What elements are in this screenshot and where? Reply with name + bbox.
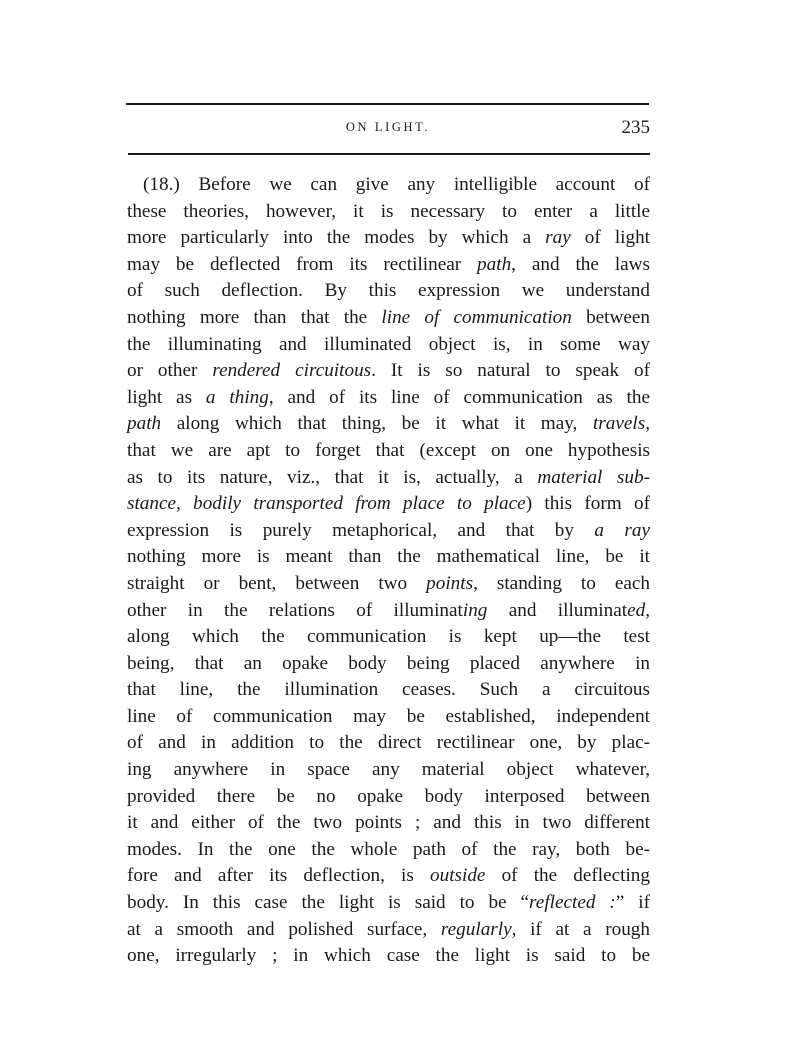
italic-text: rendered circuitous [212,360,372,382]
text-segment: of such deflection. By this expression we understand [127,280,650,302]
text-segment: may be deflected from its rectilinear [127,253,478,275]
text-segment: other in the relations of illuminat [127,599,463,621]
text-line [127,917,650,944]
text-segment: as to its nature, viz., that it is, actually, a [127,466,538,488]
text-line [127,491,650,518]
text-segment: body. In this case the light is said to be “ [127,892,530,914]
text-segment: expression is purely metaphorical, and that by [127,519,595,541]
italic-text: stance, bodily transported from place to place [127,493,526,515]
text-segment: one, irregularly ; in which case the light is said to be [127,945,650,967]
text-line [127,943,650,970]
text-line [127,544,650,571]
italic-text: path [477,253,512,275]
text-line [127,465,650,492]
italic-text: material sub- [537,466,650,488]
header-bottom-rule [128,153,650,155]
italic-text: outside [430,865,486,887]
text-segment: being, that an opake body being placed anywhere in [127,652,650,674]
text-line [127,624,650,651]
italic-text: path [127,413,162,435]
italic-text: travels [592,413,646,435]
text-segment: nothing more is meant than the mathematical line, be it [127,546,650,568]
text-segment: modes. In the one the whole path of the ray, both be- [127,838,650,860]
text-line [127,651,650,678]
text-line [127,837,650,864]
text-segment: of and in addition to the direct rectilinear one, by plac- [127,732,650,754]
text-segment: the illuminating and illuminated object is, in some way [127,333,650,355]
text-line [127,332,650,359]
text-segment: nothing more than that the [127,306,382,328]
text-segment: of the deflecting [485,865,650,887]
text-segment: (18.) Before we can give any intelligible account of [143,174,650,195]
text-segment: line of communication may be established, independent [127,705,650,727]
text-segment: . It is so natural to speak of [371,360,651,382]
text-segment: that we are apt to forget that (except on one hypothesis [127,439,650,461]
text-segment: at a smooth and polished surface, [127,918,441,940]
text-line [127,704,650,731]
text-segment: it and either of the two points ; and this in two different [127,812,650,834]
text-segment: fore and after its deflection, is [127,865,430,887]
italic-text: points [426,572,474,594]
italic-text: line of communication [381,306,572,328]
text-line [127,571,650,598]
text-line [127,863,650,890]
text-line [127,225,650,252]
text-line [127,172,650,199]
body-paragraph [127,172,650,970]
text-line [127,252,650,279]
text-line [127,385,650,412]
text-segment: or other [127,360,213,382]
text-segment: of light [570,227,650,249]
italic-text: ray [545,227,571,249]
page-number: 235 [621,117,650,138]
italic-text: a ray [594,519,650,541]
text-line [127,358,650,385]
text-segment: that line, the illumination ceases. Such a circuitous [127,679,650,701]
text-segment: ing anywhere in space any material object whatever, [127,759,650,781]
header-top-rule [126,103,649,105]
text-segment: provided there be no opake body interposed between [127,785,650,807]
text-line [127,305,650,332]
text-segment: more particularly into the modes by which a [127,227,546,249]
text-line [127,784,650,811]
running-head [126,117,650,141]
text-line [127,518,650,545]
text-line [127,810,650,837]
text-segment: , standing to each [473,572,651,594]
text-segment: and illuminat [487,599,628,621]
text-line [127,757,650,784]
italic-text: ing [462,599,488,621]
text-segment: , if at a rough [511,918,650,940]
text-segment: between [571,306,650,328]
text-line [127,598,650,625]
text-segment: ) this form of [525,493,650,515]
italic-text: a thing [205,386,269,408]
text-segment: ” if [615,892,650,914]
italic-text: regularly [440,918,512,940]
text-segment: , [645,413,650,435]
text-segment: , [645,599,650,621]
italic-text: reflected : [529,892,616,914]
text-line [127,730,650,757]
text-line [127,890,650,917]
text-line [127,411,650,438]
text-line [127,278,650,305]
text-segment: , and the laws [511,253,650,275]
text-line [127,438,650,465]
text-segment: along which the communication is kept up—the test [127,626,650,648]
running-title: ON LIGHT. [345,120,431,134]
text-segment: straight or bent, between two [127,572,427,594]
text-line [127,199,650,226]
text-segment: these theories, however, it is necessary to enter a little [127,200,650,222]
text-segment: , and of its line of communication as the [268,386,650,408]
text-segment: along which that thing, be it what it may, [161,413,593,435]
text-line [127,677,650,704]
italic-text: ed [627,599,646,621]
text-segment: light as [127,386,206,408]
